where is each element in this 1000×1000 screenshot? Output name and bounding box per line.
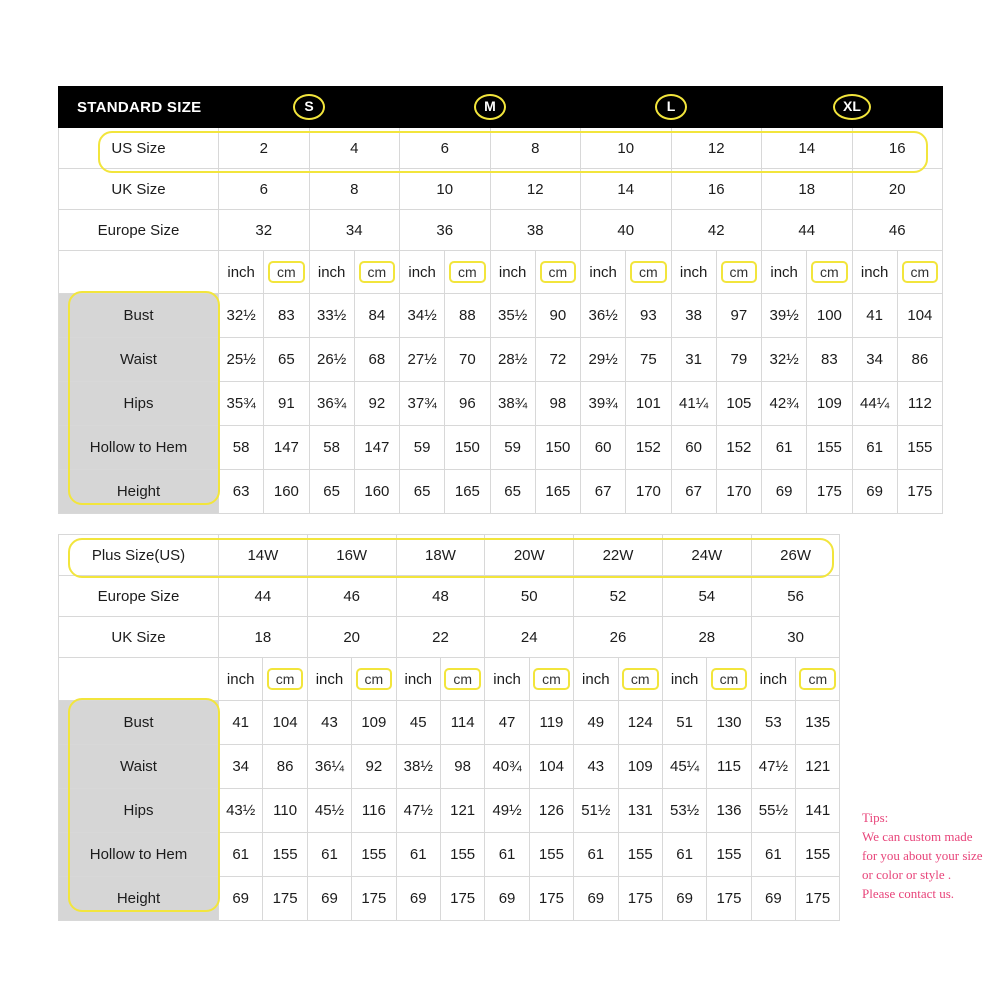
cell: 25½ — [219, 338, 264, 382]
cell: 72 — [535, 338, 580, 382]
unit-inch: inch — [219, 658, 263, 701]
cell: 61 — [219, 833, 263, 877]
cell: 155 — [807, 426, 852, 470]
cell: 175 — [529, 877, 573, 921]
cell: 98 — [535, 382, 580, 426]
row-label-bust: Bust — [59, 701, 219, 745]
unit-inch: inch — [309, 251, 354, 294]
row-label-plus-size-us: Plus Size(US) — [59, 535, 219, 576]
table-row — [59, 382, 943, 426]
cell: 121 — [440, 789, 484, 833]
cell: 44¼ — [852, 382, 897, 426]
cell: 60 — [671, 426, 716, 470]
unit-cm-label: cm — [622, 668, 659, 690]
size-badge-xl: XL — [833, 94, 871, 120]
row-label-uk-size: UK Size — [59, 169, 219, 210]
unit-cm — [264, 251, 309, 294]
cell: 47½ — [751, 745, 795, 789]
cell: 109 — [352, 701, 396, 745]
cell: 4 — [309, 128, 400, 169]
unit-cm-label: cm — [811, 261, 848, 283]
cell: 69 — [762, 470, 807, 514]
unit-cm-label: cm — [356, 668, 393, 690]
cell: 18 — [762, 169, 853, 210]
cell: 150 — [535, 426, 580, 470]
cell: 43½ — [219, 789, 263, 833]
unit-inch: inch — [307, 658, 351, 701]
cell: 104 — [897, 294, 942, 338]
table-row — [59, 210, 943, 251]
cell: 20 — [307, 617, 396, 658]
cell: 83 — [264, 294, 309, 338]
cell: 20W — [485, 535, 574, 576]
row-label-height: Height — [59, 470, 219, 514]
cell: 41 — [852, 294, 897, 338]
cell: 16W — [307, 535, 396, 576]
tips-line-1: We can custom made — [862, 829, 973, 844]
cell: 70 — [445, 338, 490, 382]
standard-size-table — [58, 86, 943, 514]
cell: 39¾ — [581, 382, 626, 426]
cell: 34 — [309, 210, 400, 251]
cell: 24 — [485, 617, 574, 658]
cell: 38¾ — [490, 382, 535, 426]
cell: 116 — [352, 789, 396, 833]
cell: 14W — [219, 535, 308, 576]
cell: 28½ — [490, 338, 535, 382]
unit-row-label — [59, 658, 219, 701]
cell: 175 — [352, 877, 396, 921]
cell: 54 — [662, 576, 751, 617]
cell: 34½ — [400, 294, 445, 338]
cell: 86 — [263, 745, 307, 789]
cell: 112 — [897, 382, 942, 426]
cell: 130 — [707, 701, 751, 745]
row-label-us-size: US Size — [59, 128, 219, 169]
cell: 22 — [396, 617, 485, 658]
table-row — [59, 338, 943, 382]
cell: 59 — [490, 426, 535, 470]
cell: 69 — [852, 470, 897, 514]
cell: 52 — [574, 576, 663, 617]
cell: 14 — [762, 128, 853, 169]
row-label-height: Height — [59, 877, 219, 921]
cell: 36¼ — [307, 745, 351, 789]
cell: 36 — [400, 210, 491, 251]
cell: 105 — [716, 382, 761, 426]
row-label-waist: Waist — [59, 745, 219, 789]
cell: 175 — [618, 877, 662, 921]
cell: 170 — [626, 470, 671, 514]
cell: 40 — [581, 210, 672, 251]
cell: 67 — [671, 470, 716, 514]
cell: 39½ — [762, 294, 807, 338]
cell: 110 — [263, 789, 307, 833]
table-row — [59, 877, 840, 921]
tips-line-4: Please contact us. — [862, 886, 955, 901]
cell: 45¼ — [662, 745, 706, 789]
plus-size-table — [58, 534, 840, 921]
unit-cm-label: cm — [902, 261, 939, 283]
cell: 33½ — [309, 294, 354, 338]
cell: 55½ — [751, 789, 795, 833]
cell: 20 — [852, 169, 943, 210]
cell: 47½ — [396, 789, 440, 833]
unit-cm-label: cm — [799, 668, 836, 690]
row-label-hips: Hips — [59, 382, 219, 426]
cell: 43 — [307, 701, 351, 745]
standard-unit-row — [59, 251, 943, 294]
cell: 175 — [707, 877, 751, 921]
cell: 69 — [485, 877, 529, 921]
cell: 45 — [396, 701, 440, 745]
cell: 49½ — [485, 789, 529, 833]
cell: 175 — [440, 877, 484, 921]
unit-cm — [716, 251, 761, 294]
cell: 40¾ — [485, 745, 529, 789]
cell: 65 — [400, 470, 445, 514]
cell: 28 — [662, 617, 751, 658]
unit-cm — [535, 251, 580, 294]
unit-cm-label: cm — [533, 668, 570, 690]
cell: 8 — [309, 169, 400, 210]
cell: 47 — [485, 701, 529, 745]
size-header-xl — [762, 87, 943, 128]
cell: 35½ — [490, 294, 535, 338]
cell: 65 — [309, 470, 354, 514]
row-label-bust: Bust — [59, 294, 219, 338]
unit-cm — [707, 658, 751, 701]
cell: 147 — [354, 426, 399, 470]
cell: 165 — [535, 470, 580, 514]
unit-cm — [626, 251, 671, 294]
cell: 18 — [219, 617, 308, 658]
unit-inch: inch — [400, 251, 445, 294]
unit-cm — [352, 658, 396, 701]
size-header-l — [581, 87, 762, 128]
unit-inch: inch — [490, 251, 535, 294]
cell: 53 — [751, 701, 795, 745]
cell: 104 — [263, 701, 307, 745]
cell: 147 — [264, 426, 309, 470]
cell: 109 — [807, 382, 852, 426]
unit-cm-label: cm — [268, 261, 305, 283]
cell: 8 — [490, 128, 581, 169]
cell: 69 — [751, 877, 795, 921]
cell: 29½ — [581, 338, 626, 382]
cell: 131 — [618, 789, 662, 833]
cell: 61 — [852, 426, 897, 470]
cell: 26½ — [309, 338, 354, 382]
cell: 26 — [574, 617, 663, 658]
cell: 61 — [485, 833, 529, 877]
cell: 34 — [219, 745, 263, 789]
cell: 61 — [574, 833, 618, 877]
cell: 49 — [574, 701, 618, 745]
cell: 109 — [618, 745, 662, 789]
cell: 51½ — [574, 789, 618, 833]
cell: 160 — [354, 470, 399, 514]
tips-title: Tips: — [862, 810, 889, 825]
cell: 155 — [796, 833, 840, 877]
row-label-europe-size: Europe Size — [59, 576, 219, 617]
row-label-uk-size: UK Size — [59, 617, 219, 658]
standard-header-row — [59, 87, 943, 128]
cell: 93 — [626, 294, 671, 338]
cell: 58 — [309, 426, 354, 470]
cell: 83 — [807, 338, 852, 382]
cell: 175 — [796, 877, 840, 921]
cell: 38½ — [396, 745, 440, 789]
cell: 60 — [581, 426, 626, 470]
tips-line-2: for you about your size — [862, 848, 983, 863]
cell: 27½ — [400, 338, 445, 382]
cell: 37¾ — [400, 382, 445, 426]
cell: 175 — [807, 470, 852, 514]
unit-inch: inch — [662, 658, 706, 701]
unit-cm-label: cm — [721, 261, 758, 283]
cell: 170 — [716, 470, 761, 514]
unit-inch: inch — [396, 658, 440, 701]
cell: 86 — [897, 338, 942, 382]
cell: 16 — [671, 169, 762, 210]
row-label-hollow-to-hem: Hollow to Hem — [59, 833, 219, 877]
cell: 16 — [852, 128, 943, 169]
cell: 69 — [396, 877, 440, 921]
unit-cm — [445, 251, 490, 294]
cell: 152 — [716, 426, 761, 470]
cell: 61 — [751, 833, 795, 877]
cell: 56 — [751, 576, 840, 617]
unit-inch: inch — [574, 658, 618, 701]
cell: 50 — [485, 576, 574, 617]
cell: 51 — [662, 701, 706, 745]
cell: 18W — [396, 535, 485, 576]
cell: 150 — [445, 426, 490, 470]
cell: 44 — [762, 210, 853, 251]
cell: 136 — [707, 789, 751, 833]
cell: 58 — [219, 426, 264, 470]
cell: 36½ — [581, 294, 626, 338]
unit-cm-label: cm — [711, 668, 748, 690]
cell: 155 — [263, 833, 307, 877]
cell: 75 — [626, 338, 671, 382]
unit-inch: inch — [671, 251, 716, 294]
cell: 97 — [716, 294, 761, 338]
unit-cm — [529, 658, 573, 701]
cell: 69 — [574, 877, 618, 921]
row-label-waist: Waist — [59, 338, 219, 382]
unit-cm — [440, 658, 484, 701]
unit-inch: inch — [219, 251, 264, 294]
cell: 48 — [396, 576, 485, 617]
cell: 152 — [626, 426, 671, 470]
size-badge-m: M — [474, 94, 506, 120]
unit-cm — [796, 658, 840, 701]
unit-cm — [618, 658, 662, 701]
cell: 31 — [671, 338, 716, 382]
cell: 155 — [352, 833, 396, 877]
cell: 43 — [574, 745, 618, 789]
cell: 10 — [400, 169, 491, 210]
cell: 6 — [400, 128, 491, 169]
unit-inch: inch — [751, 658, 795, 701]
size-badge-s: S — [293, 94, 325, 120]
cell: 22W — [574, 535, 663, 576]
cell: 135 — [796, 701, 840, 745]
cell: 155 — [529, 833, 573, 877]
table-row — [59, 535, 840, 576]
cell: 63 — [219, 470, 264, 514]
cell: 24W — [662, 535, 751, 576]
cell: 38 — [671, 294, 716, 338]
unit-cm — [354, 251, 399, 294]
tips-note — [862, 808, 994, 903]
cell: 92 — [354, 382, 399, 426]
cell: 38 — [490, 210, 581, 251]
cell: 79 — [716, 338, 761, 382]
cell: 101 — [626, 382, 671, 426]
cell: 53½ — [662, 789, 706, 833]
cell: 44 — [219, 576, 308, 617]
cell: 92 — [352, 745, 396, 789]
cell: 12 — [671, 128, 762, 169]
cell: 2 — [219, 128, 310, 169]
unit-cm-label: cm — [359, 261, 396, 283]
row-label-hips: Hips — [59, 789, 219, 833]
cell: 98 — [440, 745, 484, 789]
cell: 175 — [897, 470, 942, 514]
cell: 14 — [581, 169, 672, 210]
cell: 69 — [307, 877, 351, 921]
cell: 121 — [796, 745, 840, 789]
table-row — [59, 294, 943, 338]
unit-cm-label: cm — [540, 261, 577, 283]
cell: 91 — [264, 382, 309, 426]
unit-inch: inch — [762, 251, 807, 294]
cell: 30 — [751, 617, 840, 658]
row-label-hollow-to-hem: Hollow to Hem — [59, 426, 219, 470]
cell: 69 — [219, 877, 263, 921]
unit-cm — [807, 251, 852, 294]
cell: 6 — [219, 169, 310, 210]
cell: 26W — [751, 535, 840, 576]
table-row — [59, 426, 943, 470]
standard-header-title: STANDARD SIZE — [59, 87, 219, 128]
cell: 59 — [400, 426, 445, 470]
cell: 42 — [671, 210, 762, 251]
table-row — [59, 789, 840, 833]
cell: 35¾ — [219, 382, 264, 426]
cell: 175 — [263, 877, 307, 921]
cell: 90 — [535, 294, 580, 338]
cell: 115 — [707, 745, 751, 789]
cell: 32 — [219, 210, 310, 251]
size-header-s — [219, 87, 400, 128]
cell: 46 — [852, 210, 943, 251]
table-row — [59, 128, 943, 169]
cell: 42¾ — [762, 382, 807, 426]
cell: 45½ — [307, 789, 351, 833]
cell: 88 — [445, 294, 490, 338]
plus-unit-row — [59, 658, 840, 701]
cell: 10 — [581, 128, 672, 169]
cell: 104 — [529, 745, 573, 789]
tips-line-3: or color or style . — [862, 867, 952, 882]
unit-cm — [897, 251, 942, 294]
table-row — [59, 169, 943, 210]
cell: 61 — [307, 833, 351, 877]
size-badge-l: L — [655, 94, 687, 120]
cell: 65 — [264, 338, 309, 382]
row-label-europe-size: Europe Size — [59, 210, 219, 251]
unit-row-label — [59, 251, 219, 294]
cell: 36¾ — [309, 382, 354, 426]
table-row — [59, 470, 943, 514]
table-row — [59, 745, 840, 789]
cell: 84 — [354, 294, 399, 338]
unit-inch: inch — [485, 658, 529, 701]
cell: 32½ — [762, 338, 807, 382]
cell: 12 — [490, 169, 581, 210]
unit-inch: inch — [581, 251, 626, 294]
cell: 61 — [662, 833, 706, 877]
cell: 41¼ — [671, 382, 716, 426]
cell: 155 — [897, 426, 942, 470]
table-row — [59, 576, 840, 617]
unit-inch: inch — [852, 251, 897, 294]
cell: 119 — [529, 701, 573, 745]
cell: 68 — [354, 338, 399, 382]
cell: 100 — [807, 294, 852, 338]
cell: 155 — [440, 833, 484, 877]
unit-cm-label: cm — [630, 261, 667, 283]
unit-cm-label: cm — [449, 261, 486, 283]
cell: 155 — [707, 833, 751, 877]
cell: 65 — [490, 470, 535, 514]
cell: 61 — [396, 833, 440, 877]
cell: 41 — [219, 701, 263, 745]
cell: 124 — [618, 701, 662, 745]
cell: 96 — [445, 382, 490, 426]
cell: 34 — [852, 338, 897, 382]
cell: 141 — [796, 789, 840, 833]
cell: 61 — [762, 426, 807, 470]
cell: 46 — [307, 576, 396, 617]
cell: 69 — [662, 877, 706, 921]
unit-cm-label: cm — [267, 668, 304, 690]
cell: 160 — [264, 470, 309, 514]
cell: 67 — [581, 470, 626, 514]
unit-cm — [263, 658, 307, 701]
cell: 165 — [445, 470, 490, 514]
cell: 155 — [618, 833, 662, 877]
size-header-m — [400, 87, 581, 128]
unit-cm-label: cm — [444, 668, 481, 690]
table-row — [59, 833, 840, 877]
cell: 114 — [440, 701, 484, 745]
table-row — [59, 617, 840, 658]
cell: 32½ — [219, 294, 264, 338]
cell: 126 — [529, 789, 573, 833]
table-row — [59, 701, 840, 745]
